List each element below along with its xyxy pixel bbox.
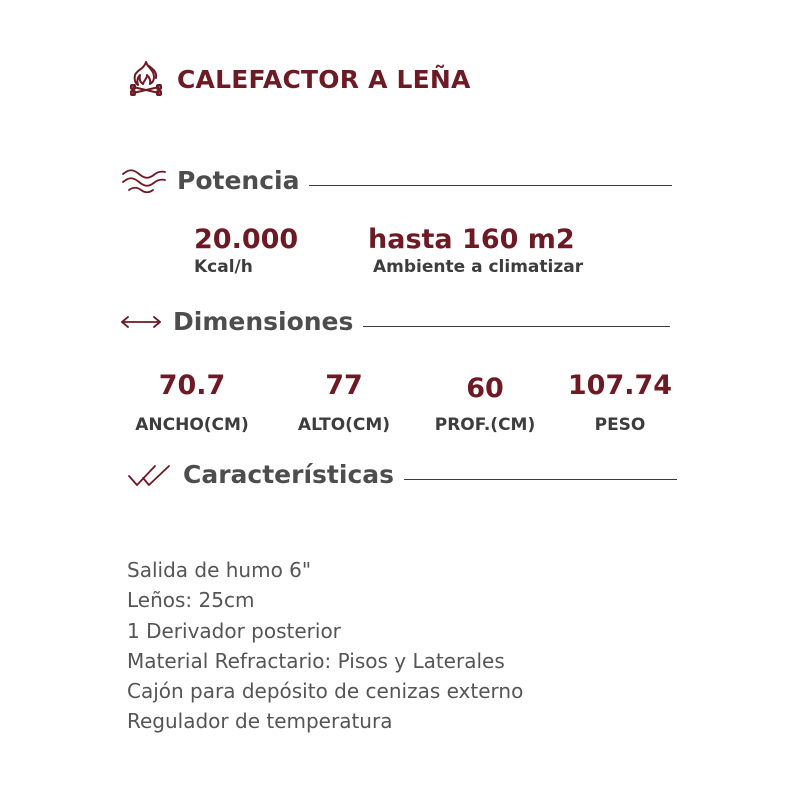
dimension-value: 60 bbox=[466, 373, 504, 404]
double-arrow-icon bbox=[119, 312, 163, 332]
stat-value: 20.000 bbox=[194, 224, 299, 255]
list-item: Cajón para depósito de cenizas externo bbox=[127, 679, 524, 704]
section-dimensiones bbox=[119, 307, 670, 336]
stat-label: Kcal/h bbox=[194, 257, 253, 277]
list-item: Salida de humo 6" bbox=[127, 558, 312, 582]
dimension-value: 77 bbox=[325, 370, 363, 401]
flame-icon bbox=[127, 58, 165, 100]
double-check-icon bbox=[127, 462, 173, 488]
stat-label: Ambiente a climatizar bbox=[373, 257, 584, 277]
dimension-label: PROF.(CM) bbox=[434, 415, 536, 435]
heat-waves-icon bbox=[121, 165, 167, 195]
stat-area bbox=[368, 224, 583, 277]
features-list bbox=[127, 555, 523, 737]
section-potencia bbox=[121, 165, 672, 195]
section-divider bbox=[309, 185, 672, 186]
dimension-ancho bbox=[117, 370, 267, 435]
stat-kcal bbox=[194, 224, 298, 277]
list-item: Regulador de temperatura bbox=[127, 709, 393, 734]
section-title: Potencia bbox=[177, 165, 300, 195]
dimension-label: ALTO(CM) bbox=[297, 415, 391, 435]
dimension-label: PESO bbox=[594, 415, 646, 435]
section-title: Características bbox=[183, 460, 395, 489]
page-header bbox=[127, 58, 471, 100]
section-caracteristicas bbox=[127, 460, 677, 489]
section-divider bbox=[363, 326, 670, 327]
dimension-value: 70.7 bbox=[158, 370, 226, 401]
list-item: 1 Derivador posterior bbox=[127, 618, 341, 643]
section-title: Dimensiones bbox=[173, 307, 354, 336]
dimension-label: ANCHO(CM) bbox=[135, 415, 249, 435]
dimension-peso bbox=[545, 370, 695, 435]
stat-value: hasta 160 m2 bbox=[368, 224, 575, 255]
dimension-prof bbox=[410, 373, 560, 435]
section-divider bbox=[404, 479, 677, 480]
list-item: Leños: 25cm bbox=[127, 588, 255, 613]
dimension-alto bbox=[269, 370, 419, 435]
page-title: CALEFACTOR A LEÑA bbox=[177, 64, 471, 94]
dimension-value: 107.74 bbox=[567, 370, 673, 401]
list-item: Material Refractario: Pisos y Laterales bbox=[127, 648, 505, 673]
